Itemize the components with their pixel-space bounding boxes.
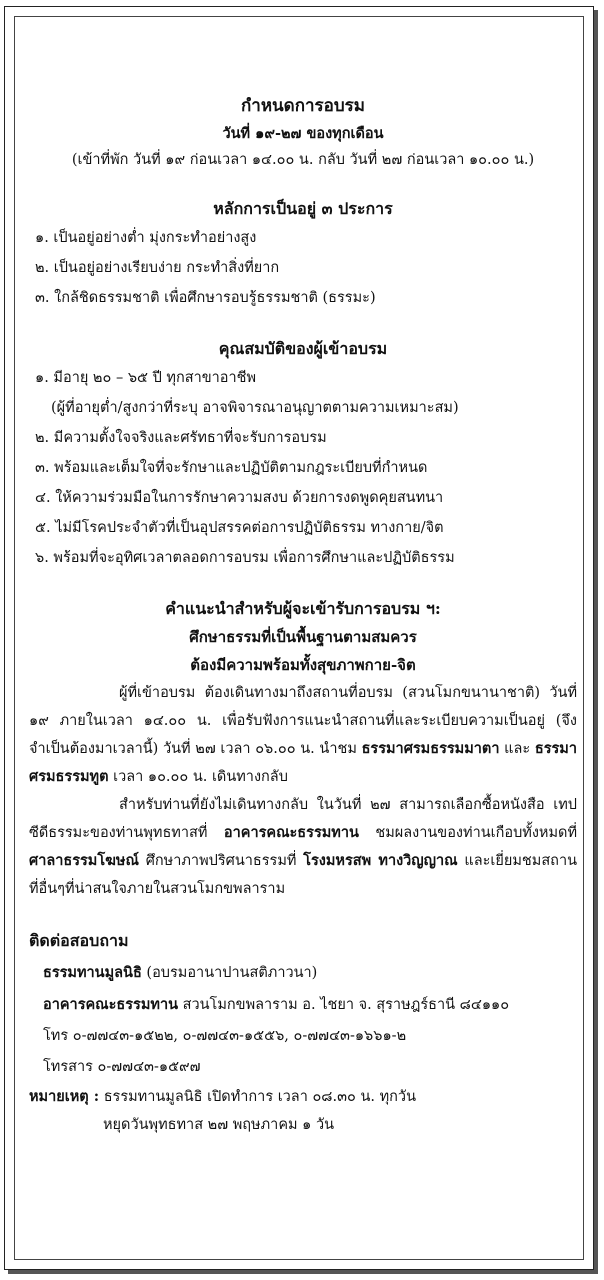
advice-subheading-2: ต้องมีความพร้อมทั้งสุขภาพกาย-จิต	[190, 656, 416, 674]
qualification-item: ๑. มีอายุ ๒๐ – ๖๕ ปี ทุกสาขาอาชีพ	[35, 370, 257, 386]
qualification-note: (ผู้ที่อายุต่ำ/สูงกว่าที่ระบุ อาจพิจารณาอนุญาตตามความเหมาะสม)	[51, 400, 459, 416]
address-text: สวนโมกขพลาราม อ. ไชยา จ. สุราษฎร์ธานี ๘๔๑๑๐	[178, 997, 510, 1013]
contact-heading: ติดต่อสอบถาม	[29, 931, 129, 950]
contact-phone: โทร ๐-๗๗๔๓-๑๕๒๒, ๐-๗๗๔๓-๑๕๕๖, ๐-๗๗๔๓-๑๖๖๑-๒	[43, 1028, 407, 1044]
advice-text: ผู้ที่เข้าอบรม ต้องเดินทางมาถึงสถานที่อบรม (สวนโมกขนานาชาติ) วันที่ ๑๙ ภายในเวลา ๑๔.๐๐ น. เพื่อรับฟังการแนะนำสถานที่และระเบียบความเป็นอยู่ (จึงจำเป็นต้องมาเวลานี้) วันที่ ๒๗ เวลา ๐๖.๐๐ น. นำชม	[29, 685, 577, 757]
foundation-name: ธรรมทานมูลนิธิ	[43, 964, 142, 981]
advice-text: และ	[499, 741, 535, 757]
contact-organization	[29, 957, 577, 989]
schedule-checkin: (เข้าที่พัก วันที่ ๑๙ ก่อนเวลา ๑๔.๐๐ น. กลับ วันที่ ๒๗ ก่อนเวลา ๑๐.๐๐ น.)	[71, 152, 535, 168]
qualification-item: ๓. พร้อมและเต็มใจที่จะรักษาและปฏิบัติตามกฎระเบียบที่กำหนด	[35, 460, 428, 476]
document-content	[29, 21, 577, 1139]
advice-section	[29, 595, 577, 903]
qualifications-heading: คุณสมบัติของผู้เข้าอบรม	[218, 339, 388, 358]
principle-item: ๑. เป็นอยู่อย่างต่ำ มุ่งกระทำอย่างสูง	[35, 230, 257, 246]
contact-address	[29, 989, 577, 1021]
principles-section	[29, 195, 577, 313]
qualification-item: ๒. มีความตั้งใจจริงและศรัทธาที่จะรับการอบรม	[35, 430, 327, 446]
contact-note-holiday: หยุดวันพุทธทาส ๒๗ พฤษภาคม ๑ วัน	[103, 1117, 335, 1133]
building-name: อาคารคณะธรรมทาน	[43, 996, 179, 1013]
note-text: ธรรมทานมูลนิธิ เปิดทำการ เวลา ๐๘.๓๐ น. ทุกวัน	[99, 1089, 416, 1105]
dharma-mata-name: ธรรมาศรมธรรมมาตา	[361, 740, 500, 757]
dhamma-hall-name: ศาลาธรรมโฆษณ์	[29, 852, 139, 869]
advice-text: เวลา ๑๐.๐๐ น. เดินทางกลับ	[108, 769, 288, 785]
qualifications-section	[29, 335, 577, 573]
dhammadana-building-name: อาคารคณะธรรมทาน	[223, 824, 359, 841]
advice-subheading-1: ศึกษาธรรมที่เป็นพื้นฐานตามสมควร	[189, 628, 417, 646]
foundation-detail: (อบรมอานาปานสติภาวนา)	[141, 965, 318, 981]
dharma-duta-name: ธรรมาศรมธรรมทูต	[29, 740, 577, 785]
schedule-title: กำหนดการอบรม	[240, 96, 365, 116]
qualification-item: ๕. ไม่มีโรคประจำตัวที่เป็นอุปสรรคต่อการปฏิบัติธรรม ทางกาย/จิต	[35, 520, 444, 536]
spiritual-theatre-name: โรงมหรสพ ทางวิญญาณ	[303, 852, 458, 869]
note-label: หมายเหตุ :	[29, 1088, 100, 1105]
advice-text: และเยี่ยมชมสถานที่อื่นๆที่น่าสนใจภายในสวนโมกขพลาราม	[29, 853, 578, 897]
document-frame	[4, 6, 594, 1270]
advice-text: ศึกษาภาพปริศนาธรรมที่	[138, 853, 304, 869]
principle-item: ๒. เป็นอยู่อย่างเรียบง่าย กระทำสิ่งที่ยาก	[35, 260, 280, 276]
advice-text: ชมผลงานของท่านเกือบทั้งหมดที่	[358, 825, 577, 841]
schedule-section	[29, 93, 577, 173]
schedule-dates: วันที่ ๑๙-๒๗ ของทุกเดือน	[222, 125, 384, 142]
contact-note	[29, 1083, 577, 1111]
advice-paragraph-1	[29, 679, 577, 791]
advice-paragraph-2	[29, 791, 577, 903]
contact-section	[29, 925, 577, 1139]
qualification-item: ๔. ให้ความร่วมมือในการรักษาความสงบ ด้วยการงดพูดคุยสนทนา	[35, 490, 444, 506]
qualification-item: ๖. พร้อมที่จะอุทิศเวลาตลอดการอบรม เพื่อการศึกษาและปฏิบัติธรรม	[35, 550, 455, 566]
principles-heading: หลักการเป็นอยู่ ๓ ประการ	[213, 199, 393, 218]
principle-item: ๓. ใกล้ชิดธรรมชาติ เพื่อศึกษารอบรู้ธรรมชาติ (ธรรมะ)	[35, 290, 376, 306]
contact-fax: โทรสาร ๐-๗๗๔๓-๑๕๙๗	[43, 1059, 201, 1075]
advice-heading: คำแนะนำสำหรับผู้จะเข้ารับการอบรม ฯ:	[165, 599, 441, 618]
advice-text: สำหรับท่านที่ยังไม่เดินทางกลับ ในวันที่ ๒๗ สามารถเลือกซื้อหนังสือ เทป ซีดีธรรมะของท่านพุทธทาสที่	[29, 797, 577, 841]
